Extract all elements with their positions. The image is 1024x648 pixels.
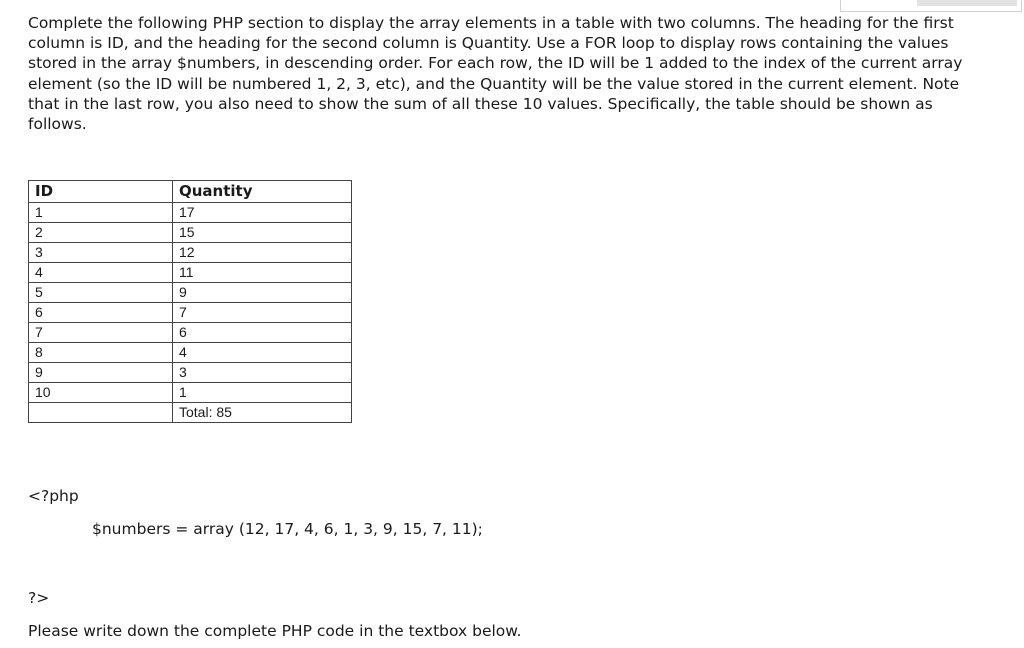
php-open-tag: <?php <box>28 487 79 505</box>
cell-quantity: 17 <box>173 203 352 223</box>
cell-id: 10 <box>29 383 173 403</box>
cell-id: 1 <box>29 203 173 223</box>
cell-quantity: 12 <box>173 243 352 263</box>
header-id: ID <box>29 181 173 203</box>
table-row <box>29 363 352 383</box>
table-row <box>29 203 352 223</box>
cell-quantity: 11 <box>173 263 352 283</box>
cell-id: 5 <box>29 283 173 303</box>
cell-quantity: 6 <box>173 323 352 343</box>
quantity-table <box>28 180 352 423</box>
cell-quantity: 15 <box>173 223 352 243</box>
table-row <box>29 223 352 243</box>
table-row <box>29 383 352 403</box>
cell-quantity: 7 <box>173 303 352 323</box>
cell-id: 9 <box>29 363 173 383</box>
header-quantity: Quantity <box>173 181 352 203</box>
cell-id: 8 <box>29 343 173 363</box>
table-row <box>29 263 352 283</box>
cell-id: 7 <box>29 323 173 343</box>
instruction-text: Please write down the complete PHP code in the textbox below. <box>28 622 522 640</box>
cell-total: Total: 85 <box>173 403 352 423</box>
table-header-row <box>29 181 352 203</box>
table-row <box>29 243 352 263</box>
table-row <box>29 323 352 343</box>
answer-box-edge <box>840 0 1022 12</box>
cell-quantity: 4 <box>173 343 352 363</box>
answer-box-shade <box>917 0 1017 6</box>
cell-quantity: 9 <box>173 283 352 303</box>
php-array-line: $numbers = array (12, 17, 4, 6, 1, 3, 9, 15, 7, 11); <box>92 520 483 538</box>
cell-quantity: 1 <box>173 383 352 403</box>
cell-id: 2 <box>29 223 173 243</box>
cell-total-id <box>29 403 173 423</box>
question-text: Complete the following PHP section to display the array elements in a table with two columns. The heading for the first column is ID, and the heading for the second column is Quantity. Use a FOR loop to display rows containing the values stored in the array $numbers, in descending order. For each row, the ID will be 1 added to the index of the current array element (so the ID will be numbered 1, 2, 3, etc), and the Quantity will be the value stored in the current element. Note that in the last row, you also need to show the sum of all these 10 values. Specifically, the table should be shown as follows. <box>28 14 963 134</box>
php-close-tag: ?> <box>28 589 50 607</box>
table-total-row <box>29 403 352 423</box>
cell-id: 6 <box>29 303 173 323</box>
cell-id: 3 <box>29 243 173 263</box>
cell-quantity: 3 <box>173 363 352 383</box>
cell-id: 4 <box>29 263 173 283</box>
table-row <box>29 343 352 363</box>
table-row <box>29 283 352 303</box>
table-row <box>29 303 352 323</box>
